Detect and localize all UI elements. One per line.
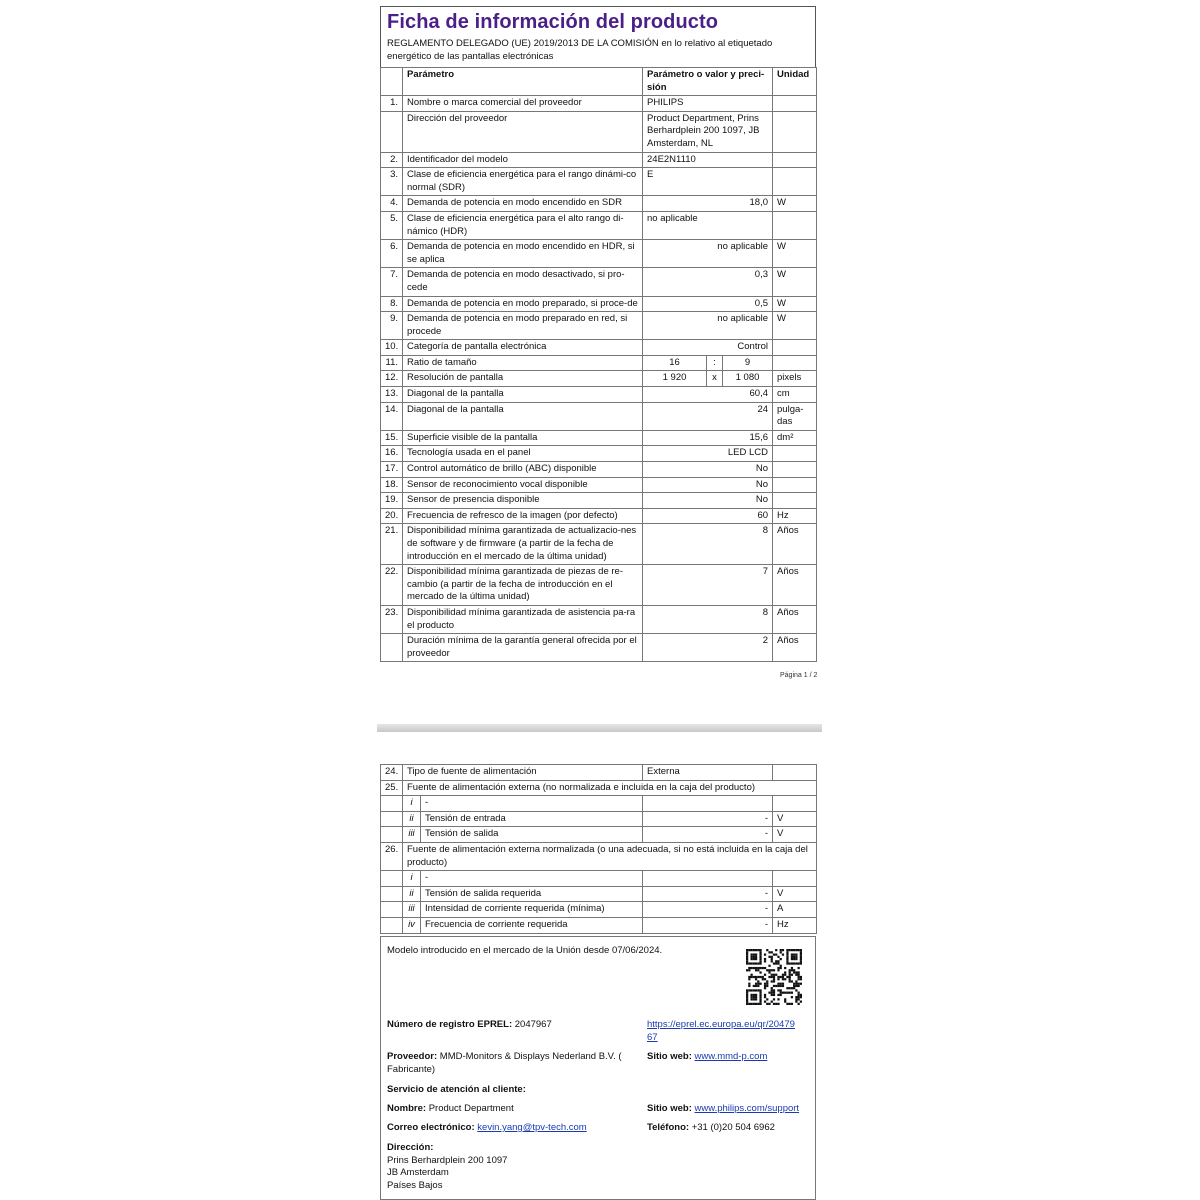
table-row [381, 211, 817, 239]
sheet-page-1 [380, 6, 816, 662]
sub-index: iii [403, 902, 421, 918]
header-unit: Unidad [773, 68, 817, 96]
sub-row [381, 902, 817, 918]
row-value: No [643, 477, 773, 493]
row-unit [773, 493, 817, 509]
sub-index: i [403, 796, 421, 812]
sub-index: i [403, 871, 421, 887]
row-unit [773, 96, 817, 112]
row-parameter: Superficie visible de la pantalla [403, 430, 643, 446]
table-row [381, 634, 817, 662]
row-number: 17. [381, 462, 403, 478]
row-parameter: Ratio de tamaño [403, 355, 643, 371]
row-number: 20. [381, 508, 403, 524]
sub-indent [381, 827, 403, 843]
row-number: 23. [381, 605, 403, 633]
table-row [381, 268, 817, 296]
email-link[interactable]: kevin.yang@tpv-tech.com [477, 1122, 587, 1133]
row-value: E [643, 168, 773, 196]
row-number: 26. [381, 842, 403, 870]
row-unit [773, 211, 817, 239]
table-row [381, 387, 817, 403]
table-row [381, 96, 817, 112]
row-value: No [643, 462, 773, 478]
supplier-value: MMD-Monitors & Displays Nederland B.V. ( Fabricante) [387, 1051, 622, 1075]
row-value: Product Department, Prins Berhardplein 200 1097, JB Amsterdam, NL [643, 111, 773, 152]
table-row [381, 842, 817, 870]
row-parameter: Disponibilidad mínima garantizada de piezas de re-cambio (a partir de la fecha de introducción en el mercado de la última unidad) [403, 565, 643, 606]
row-unit: Años [773, 605, 817, 633]
email-label: Correo electrónico: [387, 1122, 475, 1133]
sub-label: - [421, 871, 643, 887]
address-block [387, 1142, 507, 1192]
sub-value [643, 796, 773, 812]
row-number: 15. [381, 430, 403, 446]
sub-row [381, 827, 817, 843]
sub-value [643, 871, 773, 887]
table-row [381, 240, 817, 268]
row-unit: W [773, 312, 817, 340]
row-unit: dm² [773, 430, 817, 446]
row-value: 8 [643, 524, 773, 565]
row-parameter: Sensor de reconocimiento vocal disponible [403, 477, 643, 493]
row-number: 21. [381, 524, 403, 565]
row-unit [773, 152, 817, 168]
row-value: 0,5 [643, 296, 773, 312]
table-row [381, 168, 817, 196]
sub-row [381, 796, 817, 812]
sub-unit: V [773, 827, 817, 843]
row-unit: cm [773, 387, 817, 403]
row-parameter: Sensor de presencia disponible [403, 493, 643, 509]
row-value-sep: x [707, 371, 723, 387]
row-number: 9. [381, 312, 403, 340]
row-number: 12. [381, 371, 403, 387]
sub-unit: Hz [773, 917, 817, 933]
table-row [381, 462, 817, 478]
row-value-left: 1 920 [643, 371, 707, 387]
row-value: Control [643, 340, 773, 356]
email-row [387, 1122, 587, 1135]
sheet-page-2 [380, 764, 816, 934]
table-row [381, 430, 817, 446]
address-line: JB Amsterdam [387, 1167, 449, 1179]
table-header-row [381, 68, 817, 96]
row-number: 14. [381, 402, 403, 430]
row-unit: W [773, 240, 817, 268]
sub-index: ii [403, 811, 421, 827]
row-parameter: Demanda de potencia en modo preparado, si proce-de [403, 296, 643, 312]
row-parameter: Disponibilidad mínima garantizada de asistencia pa-ra el producto [403, 605, 643, 633]
row-unit [773, 168, 817, 196]
row-parameter: Dirección del proveedor [403, 111, 643, 152]
row-value: 2 [643, 634, 773, 662]
sub-label: Tensión de entrada [421, 811, 643, 827]
row-value: no aplicable [643, 240, 773, 268]
page-divider [377, 724, 822, 732]
row-number: 10. [381, 340, 403, 356]
sub-indent [381, 811, 403, 827]
sub-row [381, 811, 817, 827]
table-row [381, 508, 817, 524]
row-unit: Años [773, 565, 817, 606]
row-number: 22. [381, 565, 403, 606]
sub-indent [381, 796, 403, 812]
row-parameter: Diagonal de la pantalla [403, 402, 643, 430]
row-number: 16. [381, 446, 403, 462]
sub-row [381, 917, 817, 933]
row-parameter: Clase de eficiencia energética para el rango dinámi-co normal (SDR) [403, 168, 643, 196]
row-number: 7. [381, 268, 403, 296]
row-value: 0,3 [643, 268, 773, 296]
sub-label: Frecuencia de corriente requerida [421, 917, 643, 933]
phone-value: +31 (0)20 504 6962 [691, 1122, 775, 1133]
header-num [381, 68, 403, 96]
table-row [381, 355, 817, 371]
sub-unit: V [773, 886, 817, 902]
sub-value: - [643, 886, 773, 902]
row-parameter: Demanda de potencia en modo preparado en red, si procede [403, 312, 643, 340]
row-number: 4. [381, 196, 403, 212]
row-value-right: 9 [723, 355, 773, 371]
name-row [387, 1103, 514, 1116]
table-row [381, 196, 817, 212]
sub-index: iv [403, 917, 421, 933]
row-unit: W [773, 296, 817, 312]
row-unit [773, 446, 817, 462]
row-number: 3. [381, 168, 403, 196]
phone-row [647, 1122, 775, 1135]
supplier-label: Proveedor: [387, 1051, 438, 1062]
row-value: 7 [643, 565, 773, 606]
table-row [381, 340, 817, 356]
sub-indent [381, 902, 403, 918]
sub-value: - [643, 902, 773, 918]
sub-index: ii [403, 886, 421, 902]
table-row [381, 152, 817, 168]
phone-label: Teléfono: [647, 1122, 690, 1133]
row-value: 8 [643, 605, 773, 633]
row-number [381, 634, 403, 662]
regulation-subtitle: REGLAMENTO DELEGADO (UE) 2019/2013 DE LA COMISIÓN en lo relativo al etiquetado energético de las pantallas electrónicas [387, 38, 773, 62]
row-value: PHILIPS [643, 96, 773, 112]
row-number: 18. [381, 477, 403, 493]
row-value-right: 1 080 [723, 371, 773, 387]
row-value-sep: : [707, 355, 723, 371]
row-parameter: Demanda de potencia en modo encendido en SDR [403, 196, 643, 212]
sub-indent [381, 871, 403, 887]
sub-value: - [643, 827, 773, 843]
sub-unit [773, 871, 817, 887]
name-label: Nombre: [387, 1103, 427, 1114]
row-unit: pixels [773, 371, 817, 387]
page-title: Ficha de información del producto [387, 11, 719, 33]
sub-value: - [643, 917, 773, 933]
row-value-left: 16 [643, 355, 707, 371]
table-row [381, 371, 817, 387]
table-row [381, 312, 817, 340]
row-value: LED LCD [643, 446, 773, 462]
website2-row [647, 1103, 799, 1116]
row-unit [773, 477, 817, 493]
sub-row [381, 886, 817, 902]
row-value: 24E2N1110 [643, 152, 773, 168]
row-parameter: Fuente de alimentación externa normalizada (o una adecuada, si no está incluida en la caja del producto) [403, 842, 817, 870]
table-row [381, 111, 817, 152]
row-number: 1. [381, 96, 403, 112]
support-link[interactable]: www.philips.com/support [694, 1103, 800, 1114]
row-parameter: Clase de eficiencia energética para el alto rango di-námico (HDR) [403, 211, 643, 239]
service-heading [387, 1084, 526, 1097]
row-number: 11. [381, 355, 403, 371]
power-supply-table [380, 764, 817, 934]
sub-unit: A [773, 902, 817, 918]
sub-indent [381, 917, 403, 933]
row-value: 60,4 [643, 387, 773, 403]
address-line: Prins Berhardplein 200 1097 [387, 1154, 508, 1166]
row-unit: Hz [773, 508, 817, 524]
row-number [381, 111, 403, 152]
page-number: Página 1 / 2 [780, 672, 818, 679]
row-parameter: Diagonal de la pantalla [403, 387, 643, 403]
sub-row [381, 871, 817, 887]
name-value: Product Department [428, 1103, 514, 1114]
sub-unit [773, 796, 817, 812]
table-row [381, 524, 817, 565]
row-parameter: Identificador del modelo [403, 152, 643, 168]
row-unit [773, 355, 817, 371]
table-row [381, 605, 817, 633]
row-unit: Años [773, 524, 817, 565]
row-parameter: Tipo de fuente de alimentación [403, 765, 643, 781]
row-number: 2. [381, 152, 403, 168]
row-parameter: Disponibilidad mínima garantizada de actualizacio-nes de software y de firmware (a partir de la fecha de introducción en el mercado de la última unidad) [403, 524, 643, 565]
row-unit: Años [773, 634, 817, 662]
row-parameter: Demanda de potencia en modo encendido en HDR, si se aplica [403, 240, 643, 268]
row-parameter: Duración mínima de la garantía general ofrecida por el proveedor [403, 634, 643, 662]
row-value: 18,0 [643, 196, 773, 212]
row-number: 24. [381, 765, 403, 781]
row-value: no aplicable [643, 211, 773, 239]
parameter-table [380, 67, 817, 662]
row-parameter: Tecnología usada en el panel [403, 446, 643, 462]
sub-value: - [643, 811, 773, 827]
row-number: 6. [381, 240, 403, 268]
row-number: 8. [381, 296, 403, 312]
table-row [381, 493, 817, 509]
table-row [381, 402, 817, 430]
row-value: 15,6 [643, 430, 773, 446]
row-value: Externa [643, 765, 773, 781]
service-label: Servicio de atención al cliente: [387, 1084, 526, 1095]
table-row [381, 765, 817, 781]
row-parameter: Frecuencia de refresco de la imagen (por defecto) [403, 508, 643, 524]
qr-code-icon[interactable] [746, 949, 802, 1005]
eprel-value: 2047967 [514, 1019, 552, 1030]
title-box [380, 6, 816, 67]
address-line: Países Bajos [387, 1179, 443, 1191]
sub-label: - [421, 796, 643, 812]
eprel-label: Número de registro EPREL: [387, 1019, 513, 1030]
row-unit: W [773, 268, 817, 296]
row-unit: W [773, 196, 817, 212]
row-unit [773, 462, 817, 478]
row-number: 13. [381, 387, 403, 403]
table-row [381, 296, 817, 312]
address-label: Dirección: [387, 1142, 434, 1153]
eprel-row [387, 1019, 552, 1032]
row-parameter: Control automático de brillo (ABC) disponible [403, 462, 643, 478]
row-parameter: Resolución de pantalla [403, 371, 643, 387]
eprel-link[interactable]: https://eprel.ec.europa.eu/qr/2047967 [647, 1019, 795, 1043]
row-number: 5. [381, 211, 403, 239]
row-unit [773, 111, 817, 152]
sub-unit: V [773, 811, 817, 827]
row-parameter: Categoría de pantalla electrónica [403, 340, 643, 356]
row-unit: pulga-das [773, 402, 817, 430]
row-value: 24 [643, 402, 773, 430]
row-unit [773, 340, 817, 356]
market-date: Modelo introducido en el mercado de la Unión desde 07/06/2024. [387, 945, 663, 956]
table-row [381, 477, 817, 493]
sub-indent [381, 886, 403, 902]
website2-label: Sitio web: [647, 1103, 692, 1114]
row-number: 25. [381, 780, 403, 796]
row-parameter: Nombre o marca comercial del proveedor [403, 96, 643, 112]
sub-label: Tensión de salida requerida [421, 886, 643, 902]
website-row [647, 1051, 767, 1064]
table-row [381, 446, 817, 462]
sub-index: iii [403, 827, 421, 843]
row-number: 19. [381, 493, 403, 509]
sub-label: Intensidad de corriente requerida (mínima) [421, 902, 643, 918]
header-value: Parámetro o valor y preci-sión [643, 68, 773, 96]
row-value: No [643, 493, 773, 509]
supplier-row [387, 1051, 637, 1076]
website-label: Sitio web: [647, 1051, 692, 1062]
website-link[interactable]: www.mmd-p.com [694, 1051, 768, 1062]
table-row [381, 780, 817, 796]
sub-label: Tensión de salida [421, 827, 643, 843]
row-parameter: Demanda de potencia en modo desactivado, si pro-cede [403, 268, 643, 296]
header-param: Parámetro [403, 68, 643, 96]
table-row [381, 565, 817, 606]
row-unit [773, 765, 817, 781]
contact-info-box [380, 936, 816, 1200]
row-parameter: Fuente de alimentación externa (no normalizada e incluida en la caja del producto) [403, 780, 817, 796]
row-value: no aplicable [643, 312, 773, 340]
row-value: 60 [643, 508, 773, 524]
